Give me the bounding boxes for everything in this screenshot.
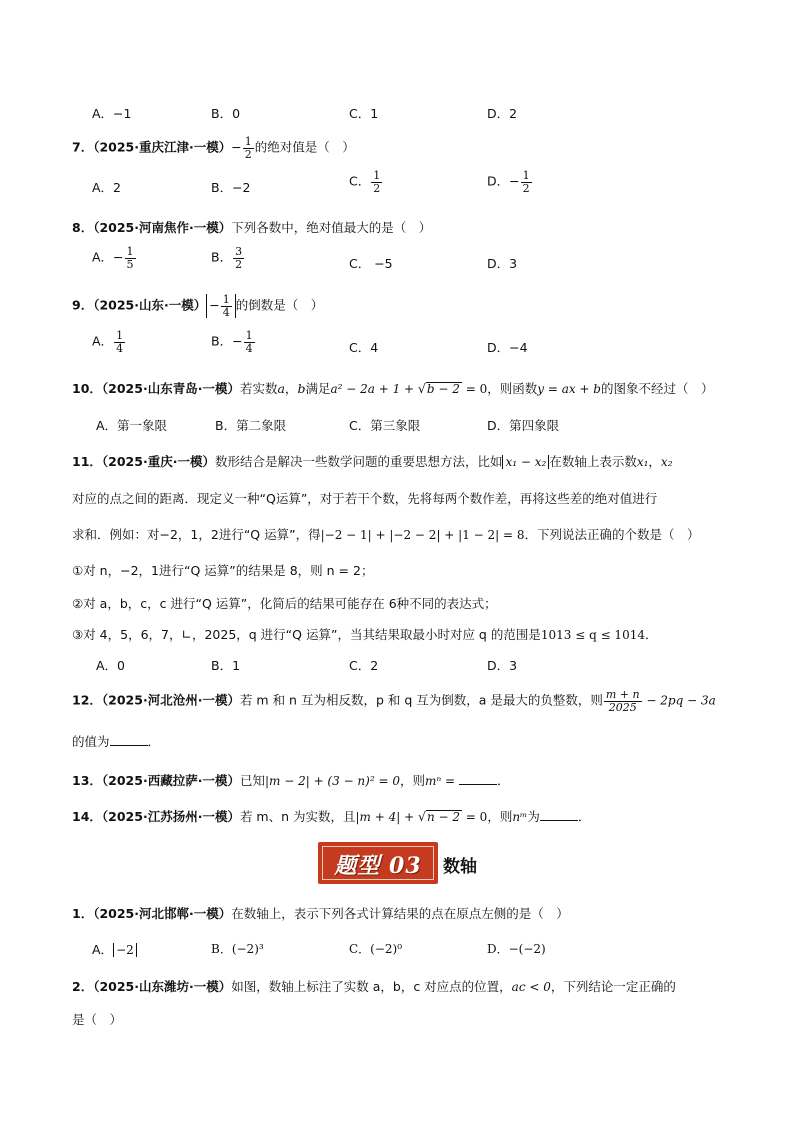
q12-number: 12．: [72, 692, 102, 708]
q11-text-1b: 在数轴上表示数: [549, 454, 637, 469]
q9-option-d: D．−4: [487, 340, 528, 355]
section-banner-label: 题型 03: [334, 853, 422, 879]
q13-power: mⁿ =: [425, 774, 459, 788]
q10-text-1: 若实数: [239, 381, 278, 396]
q8-option-a: A．− $\frac{1}{5}$: [92, 245, 134, 271]
n2-tail: ，下列结论一定正确的: [550, 979, 676, 994]
q8-option-c: C． −5: [349, 256, 393, 271]
n2-condition: ac < 0: [511, 980, 551, 994]
q9-abs-value: − $\frac{1}{4}$: [206, 294, 235, 318]
section-banner: [318, 842, 438, 884]
q11-option-d: D．3: [487, 658, 518, 673]
q11-number: 11．: [72, 454, 102, 469]
q13-text-1: 已知: [239, 773, 265, 788]
q12-value-label: 的值为: [72, 734, 110, 749]
q12-text: 若 m 和 n 互为相反数，p 和 q 互为倒数，a 是最大的负整数，则: [239, 692, 603, 708]
q6-option-c: C．1: [349, 106, 379, 121]
q14-number: 14．: [72, 809, 102, 824]
q14-sqrt-sign: √: [417, 809, 426, 824]
q11-statement-2: ②对 a，b，c，c 进行“Q 运算”，化简后的结果可能存在 6种不同的表达式；: [72, 596, 497, 611]
q11-statement-1: ①对 n，−2，1进行“Q 运算”的结果是 8，则 n = 2；: [72, 563, 374, 578]
q12-stem: [72, 689, 724, 713]
q11-text-s3c: ．: [644, 627, 658, 642]
q14-text-2: ，则: [487, 809, 513, 824]
q7-tail: 的绝对值是（ ）: [254, 139, 355, 155]
q8-option-d: D．3: [487, 256, 518, 271]
n1-source: （2025·河北邯郸·一模）: [93, 906, 232, 921]
n1-number: 1．: [72, 906, 94, 921]
q9-stem: [72, 294, 724, 318]
q13-end: ．: [496, 773, 510, 788]
n1-option-c: C．(−2)⁰: [349, 942, 403, 956]
q11-option-a: A．0: [96, 658, 126, 673]
q12-fraction: $\frac{m + n}{2025}$: [605, 688, 640, 714]
q8-number: 8．: [72, 220, 94, 235]
q14-equals-zero: = 0: [461, 810, 488, 824]
q14-source: （2025·江苏扬州·一模）: [101, 809, 240, 824]
q14-stem: [72, 807, 724, 825]
q11-x1: x₁: [636, 455, 649, 469]
q14-text-1: 若 m、n 为实数，且: [239, 809, 356, 824]
q10-option-d: D．第四象限: [487, 418, 560, 433]
q10-sqrt-content: b − 2: [426, 382, 460, 396]
q11-text-1c: ，: [648, 454, 661, 469]
q9-option-b: B．− $\frac{1}{4}$: [211, 329, 253, 355]
q14-sqrt-content: n − 2: [426, 810, 460, 824]
q8-option-b: B． $\frac{3}{2}$: [211, 245, 243, 271]
q7-option-a: A．2: [92, 180, 122, 195]
q10-sqrt-sign: √: [417, 381, 426, 396]
q14-power: nᵐ: [512, 810, 528, 824]
q11-example-expr: |−2 − 1| + |−2 − 2| + |1 − 2| = 8: [320, 528, 525, 542]
q11-option-b: B．1: [211, 658, 241, 673]
q11-source: （2025·重庆·一模）: [101, 454, 215, 469]
q10-text-4: ，则函数: [487, 381, 538, 396]
n1-text: 在数轴上，表示下列各式计算结果的点在原点左侧的是（ ）: [231, 906, 569, 921]
q9-source: （2025·山东·一模）: [93, 297, 207, 313]
q13-expression: |m − 2| + (3 − n)² = 0: [264, 774, 400, 788]
n2-source: （2025·山东潍坊·一模）: [93, 979, 232, 994]
q13-stem: [72, 771, 724, 789]
q10-stem: [72, 379, 724, 397]
q8-source: （2025·河南焦作·一模）: [93, 220, 232, 235]
q10-option-c: C．第三象限: [349, 418, 421, 433]
q11-line-2: 对应的点之间的距离．现定义一种“Q运算”，对于若干个数，先将每两个数作差，再将这些差的绝对值进行: [72, 491, 658, 506]
q9-tail: 的倒数是（ ）: [235, 297, 324, 313]
q6-option-b: B．0: [211, 106, 241, 121]
q10-function: y = ax + b: [537, 382, 601, 396]
q11-option-c: C．2: [349, 658, 379, 673]
q13-answer-blank[interactable]: [459, 774, 497, 785]
q12-source: （2025·河北沧州·一模）: [101, 692, 240, 708]
q10-text-5: 的图象不经过（ ）: [600, 381, 714, 396]
q11-text-3a: 求和．例如：对−2，1，2进行“Q 运算”，得: [72, 527, 321, 542]
q7-number: 7．: [72, 139, 94, 155]
q11-line-3: [72, 525, 724, 543]
q10-number: 10．: [72, 381, 102, 396]
q10-equals-zero: = 0: [461, 382, 488, 396]
q8-text: 下列各数中，绝对值最大的是（ ）: [231, 220, 432, 235]
q10-var-a: a: [277, 381, 285, 396]
q10-text-3: 满足: [305, 381, 331, 396]
q10-expression: a² − 2a + 1 +: [330, 382, 418, 396]
n2-stem: [72, 977, 724, 995]
n1-option-a: A． −2: [92, 940, 137, 958]
q6-option-a: A．−1: [92, 106, 132, 121]
q7-stem: [72, 136, 724, 160]
q14-text-3: 为: [527, 809, 540, 824]
q13-text-2: ，则: [399, 773, 425, 788]
q10-option-a: A．第一象限: [96, 418, 168, 433]
q14-answer-blank[interactable]: [540, 810, 578, 821]
q10-var-b: b: [297, 381, 306, 396]
q8-stem: [72, 218, 724, 236]
q11-text-3b: ．下列说法正确的个数是（ ）: [524, 527, 700, 542]
q9-option-c: C．4: [349, 340, 379, 355]
q11-x2: x₂: [660, 455, 673, 469]
q12-line-2: [72, 732, 724, 750]
q14-expression: |m + 4| +: [355, 810, 418, 824]
q9-option-a: A． $\frac{1}{4}$: [92, 329, 124, 355]
n1-option-d: D．−(−2): [487, 942, 546, 956]
q11-text-1a: 数形结合是解决一些数学问题的重要思想方法，比如: [214, 454, 503, 469]
q12-end: ．: [147, 734, 161, 749]
q11-range: 1013 ≤ q ≤ 1014: [540, 628, 645, 642]
q14-end: ．: [577, 809, 591, 824]
q9-number: 9．: [72, 297, 94, 313]
q13-source: （2025·西藏拉萨·一模）: [101, 773, 240, 788]
q10-text-2: ，: [284, 381, 298, 396]
q7-source: （2025·重庆江津·一模）: [93, 139, 232, 155]
q12-answer-blank[interactable]: [110, 735, 148, 746]
q7-option-c: C． $\frac{1}{2}$: [349, 169, 381, 195]
q7-option-b: B．−2: [211, 180, 251, 195]
q11-text-s3a: ③对 4，5，6，7，∟，2025，q 进行“Q 运算”，当其结果取最小时对应 q 的范围是: [72, 627, 541, 642]
section-title: 数轴: [443, 857, 477, 877]
n2-line-2: 是（ ）: [72, 1012, 123, 1027]
q10-source: （2025·山东青岛·一模）: [101, 381, 240, 396]
q7-option-d: D．− $\frac{1}{2}$: [487, 169, 530, 195]
q7-fraction: $\frac{1}{2}$: [244, 135, 252, 161]
q13-number: 13．: [72, 773, 102, 788]
q11-line-1: [72, 452, 724, 470]
n2-number: 2．: [72, 979, 94, 994]
q10-option-b: B．第二象限: [215, 418, 287, 433]
q6-option-d: D．2: [487, 106, 518, 121]
n1-stem: [72, 904, 724, 922]
n1-option-b: B．(−2)³: [211, 942, 264, 956]
n2-text: 如图，数轴上标注了实数 a，b，c 对应点的位置，: [231, 979, 512, 994]
q11-abs-diff: x₁ − x₂: [502, 455, 549, 469]
q11-statement-3: [72, 625, 724, 643]
q12-tail: − 2pq − 3a: [642, 693, 716, 708]
q7-minus: −: [231, 139, 242, 155]
